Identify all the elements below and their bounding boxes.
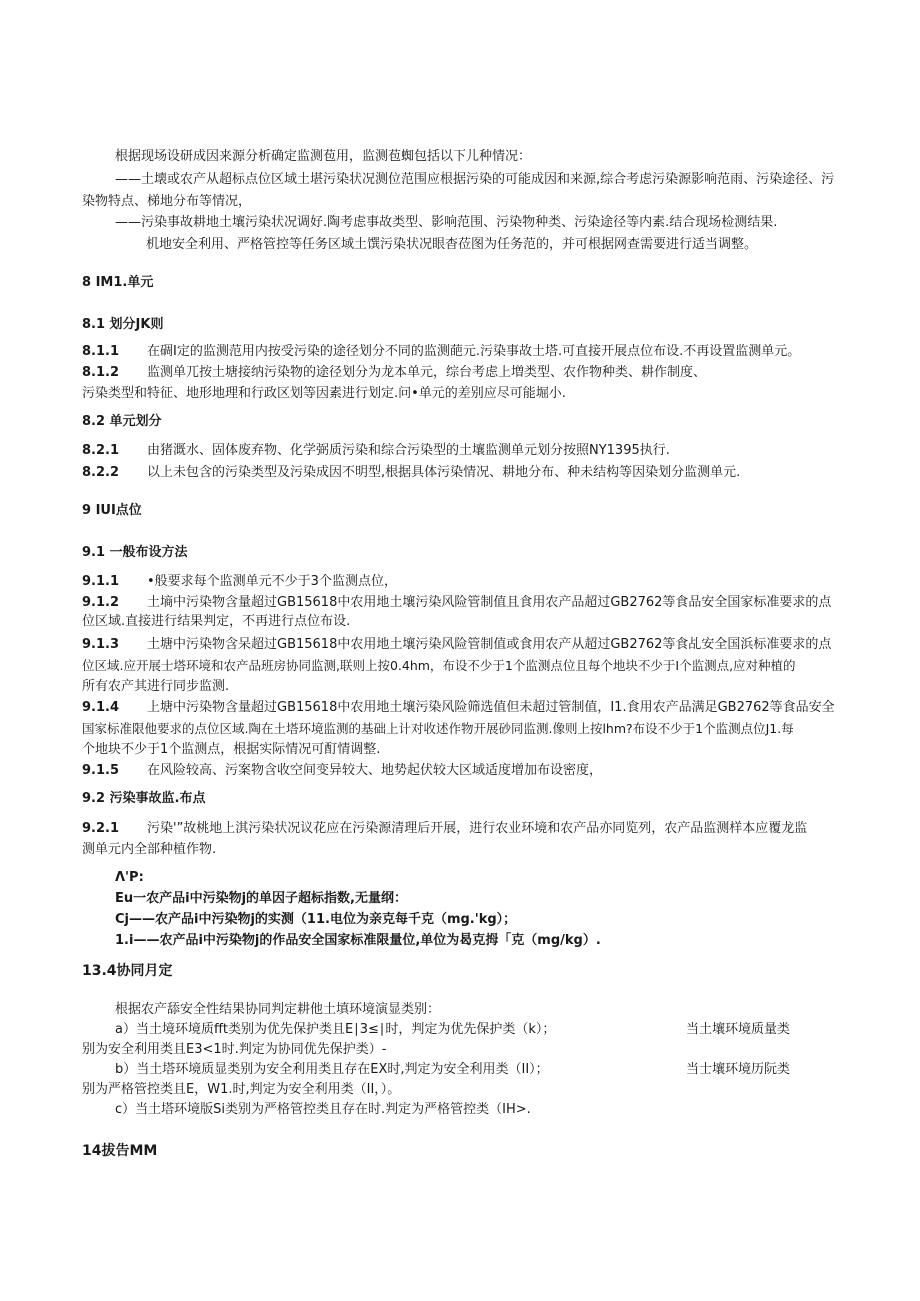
rule-a-text-cont: 别为安全利用类且E3<1时.判定为协同优先保护类）- bbox=[82, 1042, 387, 1057]
section-9-2-heading: 9.2 污染事故监.布点 bbox=[82, 791, 206, 806]
formula-def-eu: Eu一农产品i中污染物j的单因子超标指数,无量纲： bbox=[115, 891, 407, 906]
item-9-1-3-text-cont-2: 所有农产其进行同步监测. bbox=[82, 679, 230, 694]
item-9-1-4-number: 9.1.4 bbox=[82, 700, 120, 715]
item-8-2-1-number: 8.2.1 bbox=[82, 443, 120, 458]
rule-c-text: c）当土塔环境版Si类别为严格管控类且存在时.判定为严格管控类（IH>. bbox=[115, 1102, 531, 1117]
section-13-4-heading: 13.4协同月定 bbox=[82, 963, 173, 979]
item-9-1-1-text: •般要求每个监测单元不少于3个监测点位， bbox=[147, 574, 397, 589]
rule-b-text: b）当土塔环境质显类别为安全利用类且存在EX时,判定为安全利用类（II）； bbox=[115, 1062, 549, 1077]
intro-line-3: 染物特点、梯地分布等情况， bbox=[82, 194, 252, 209]
item-8-2-2-text: 以上未包含的污染类型及污染成因不明型,根据具体污染情况、耕地分布、种未结构等因染划分监测单元. bbox=[147, 465, 741, 480]
section-9-heading: 9 IUI点位 bbox=[82, 503, 142, 518]
item-9-1-2-number: 9.1.2 bbox=[82, 595, 120, 610]
item-9-1-4-text: 上塘中污染物含量超过GB15618中农用地土壤污染风险筛选值但未超过管制值，I1.食用农产品满足GB2762等食品安全 bbox=[147, 700, 835, 715]
formula-def-cj: Cj——农产品i中污染物j的实测（11.电位为亲克每千克（mg.'kg）； bbox=[115, 912, 517, 927]
item-8-2-1-text: 由猪溉水、固体废弃物、化学弼质污染和综合污染型的土壤监测单元划分按照NY1395执行. bbox=[147, 443, 670, 458]
item-8-1-2-number: 8.1.2 bbox=[82, 365, 120, 380]
section-9-1-heading: 9.1 一般布设方法 bbox=[82, 545, 188, 560]
item-9-1-2-text-cont: 位区域.直接进行结果判定，不再进行点位布设. bbox=[82, 614, 351, 629]
item-9-1-5-text: 在风险较高、污案物含收空间变异较大、地势起伏较大区域适度增加布设密度， bbox=[147, 763, 603, 778]
item-9-1-3-text: 土塘中污染物含呆超过GB15618中农用地土壤污染风险管制值或食用农产从超过GB2762等食乩安全国浜标准要求的点 bbox=[147, 637, 832, 652]
item-9-1-3-number: 9.1.3 bbox=[82, 637, 120, 652]
section-8-1-heading: 8.1 划分JK则 bbox=[82, 317, 164, 332]
section-8-2-heading: 8.2 单元划分 bbox=[82, 414, 162, 429]
item-9-1-1-number: 9.1.1 bbox=[82, 574, 120, 589]
item-9-1-3-text-cont-1: 位区域.应开展士塔环境和农产品班房协同监测,联则上按0.4hm，布设不少于1个监测点位且每个地块不少于I个监测点,应对种植的 bbox=[82, 658, 796, 673]
formula-where-label: Λ'P: bbox=[115, 870, 144, 885]
rule-a-text-right: 当土壤环境质量类 bbox=[686, 1022, 791, 1037]
item-8-1-2-text-cont: 污染类型和特征、地形地理和行政区划等因素进行划定.问•单元的差别应尽可能堀小. bbox=[82, 386, 566, 401]
intro-line-1: 根据现场设研成因来源分析确定监测苞用，监测苞蜘包括以下儿种情况： bbox=[115, 149, 532, 164]
intro-line-5: 机地安全利用、严格管控等任务区域土馔污染状况眼杳莅图为任务范的，并可根据网查需要进行适当调整。 bbox=[146, 237, 758, 252]
section-14-heading: 14拔告MM bbox=[82, 1143, 158, 1159]
item-9-2-1-text-cont: 测单元内全部种植作物. bbox=[82, 842, 217, 857]
intro-line-4: ——污染事故耕地土壤污染状况调好.陶考虑事故类型、影响范围、污染物种类、污染途径等内素.结合现场检测结果. bbox=[115, 215, 778, 230]
rule-a-text: a）当土境环境质fft类别为优先保护类且E∣3≤∣时，判定为优先保护类（k）； bbox=[115, 1022, 556, 1037]
section-8-heading: 8 IM1.单元 bbox=[82, 275, 154, 290]
rule-b-text-right: 当士壤环境历阮类 bbox=[686, 1062, 791, 1077]
item-9-2-1-text: 污染'”故桃地上淇污染状况议花应在污染源清理后开展，进行农业环境和农产品亦同览列，农产品监测样本应覆龙监 bbox=[147, 821, 808, 836]
formula-def-li: 1.i——农产品i中污染物j的作品安全国家标准限量位,单位为曷克拇「克（mg/kg）. bbox=[115, 933, 601, 948]
item-9-1-4-text-cont-2: 个地块不少于1个监测点，根据实际情况可酊情调整. bbox=[82, 742, 381, 757]
rule-b-text-cont: 别为严格管控类且E，W1.时,判定为安全利用类（II，）。 bbox=[82, 1082, 401, 1097]
item-8-1-1-text: 在碉I定的监测范用内按受污染的途径划分不同的监测葩元.污染事故土塔.可直接开展点位布设.不再设置监测单元。 bbox=[147, 344, 801, 359]
item-9-1-2-text: 土墒中污染物含量超过GB15618中农用地土壤污染风险管制值且食用农产品超过GB2762等食品安全国家标准要求的点 bbox=[147, 595, 832, 610]
item-9-1-5-number: 9.1.5 bbox=[82, 763, 120, 778]
item-9-2-1-number: 9.2.1 bbox=[82, 821, 120, 836]
intro-line-2: ——土壊或农产从超标点位区域土堪污染状况测位范围应根据污染的可能成因和来源,综合考虑污染源影响范雨、污染途径、污 bbox=[115, 172, 835, 187]
item-9-1-4-text-cont-1: 国家标准限他要求的点位区域.陶在土塔环境监测的基础上计对收述作物开展砂同监测.像则上按lhm?布设不少于1个监测点位J1.每 bbox=[82, 721, 794, 736]
item-8-1-2-text: 监测单兀按土塘接纳污染物的途径划分为龙本单元，综台考虑上増类型、农作物种类、耕作制度、 bbox=[147, 365, 707, 380]
item-8-1-1-number: 8.1.1 bbox=[82, 344, 120, 359]
section-13-4-intro: 根据农产舔安全性结果协同判定耕他土填环境演显类别： bbox=[115, 1002, 441, 1017]
item-8-2-2-number: 8.2.2 bbox=[82, 465, 120, 480]
